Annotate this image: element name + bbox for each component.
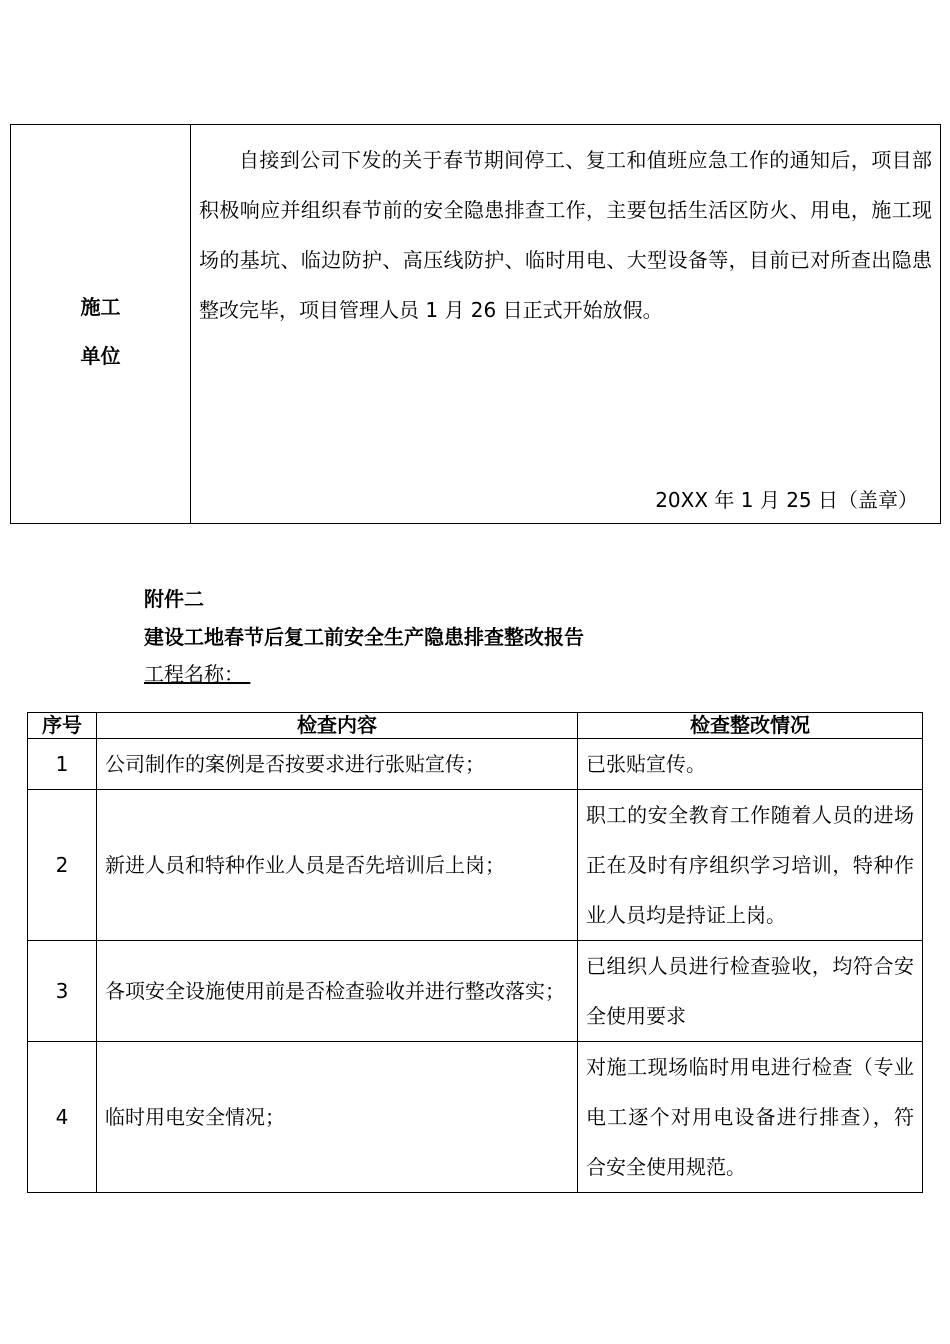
row-rectification-result: 已张贴宣传。 (578, 739, 923, 790)
construction-unit-label-line1: 施工 (80, 295, 121, 319)
row-rectification-result: 对施工现场临时用电进行检查（专业电工逐个对用电设备进行排查），符合安全使用规范。 (578, 1042, 923, 1193)
construction-unit-paragraph: 自接到公司下发的关于春节期间停工、复工和值班应急工作的通知后，项目部积极响应并组织春节前的安全隐患排查工作，主要包括生活区防火、用电，施工现场的基坑、临边防护、高压线防护、临时用电、大型设备等，目前已对所查出隐患整改完毕，项目管理人员 1 月 26 日正式开始放假。 (199, 148, 932, 322)
inspection-table-header (28, 713, 923, 739)
inspection-table (27, 712, 923, 1193)
construction-unit-table (10, 124, 941, 524)
row-serial-number: 3 (28, 941, 97, 1042)
construction-unit-label-cell (11, 125, 191, 524)
construction-unit-row (11, 125, 941, 524)
table-row (28, 739, 923, 790)
row-rectification-result: 已组织人员进行检查验收，均符合安全使用要求 (578, 941, 923, 1042)
header-inspection-content: 检查内容 (97, 713, 578, 739)
construction-unit-label-line2: 单位 (80, 344, 121, 368)
row-inspection-item: 各项安全设施使用前是否检查验收并进行整改落实； (97, 941, 578, 1042)
header-serial-number: 序号 (28, 713, 97, 739)
table-row (28, 1042, 923, 1193)
project-name-field (144, 659, 250, 689)
row-serial-number: 2 (28, 790, 97, 941)
attachment-label: 附件二 (144, 587, 204, 611)
row-serial-number: 4 (28, 1042, 97, 1193)
table-row (28, 941, 923, 1042)
row-inspection-item: 临时用电安全情况； (97, 1042, 578, 1193)
row-inspection-item: 公司制作的案例是否按要求进行张贴宣传； (97, 739, 578, 790)
report-title: 建设工地春节后复工前安全生产隐患排查整改报告 (144, 625, 584, 649)
header-rectification-status: 检查整改情况 (578, 713, 923, 739)
construction-unit-content-cell (191, 125, 941, 524)
row-inspection-item: 新进人员和特种作业人员是否先培训后上岗； (97, 790, 578, 941)
construction-unit-date-stamp: 20XX 年 1 月 25 日（盖章） (655, 488, 918, 512)
project-name-label: 工程名称： (144, 662, 244, 686)
table-row (28, 790, 923, 941)
row-rectification-result: 职工的安全教育工作随着人员的进场正在及时有序组织学习培训，特种作业人员均是持证上岗。 (578, 790, 923, 941)
row-serial-number: 1 (28, 739, 97, 790)
